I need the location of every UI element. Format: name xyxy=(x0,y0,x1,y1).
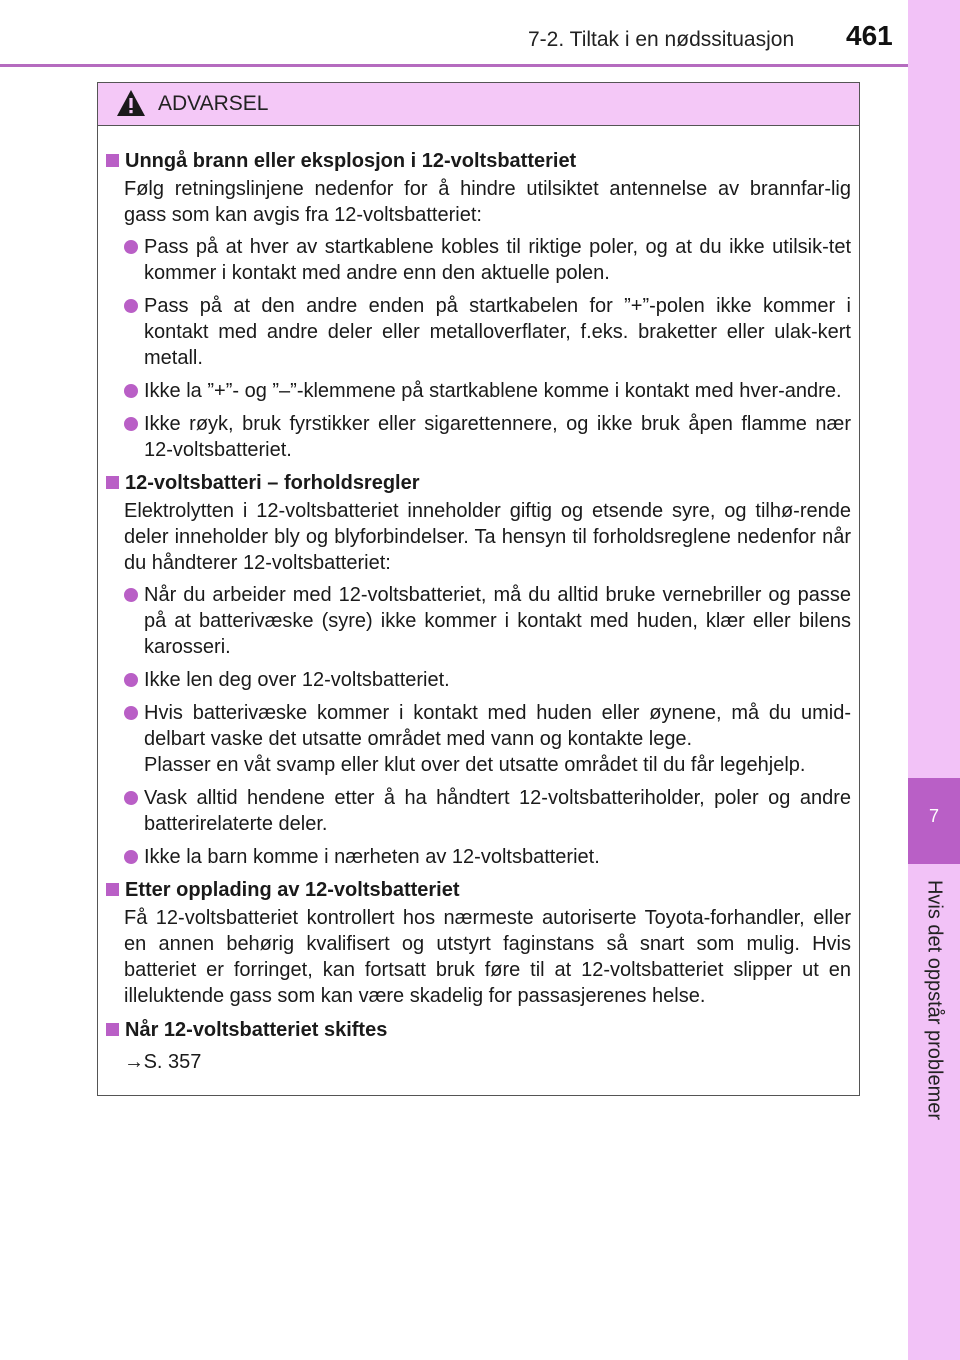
page-reference-link[interactable]: S. 357 xyxy=(143,1051,202,1073)
page-number: 461 xyxy=(846,20,893,51)
list-item: Ikke len deg over 12-voltsbatteriet. xyxy=(106,667,851,693)
list-item: Pass på at hver av startkablene kobles til riktige poler, og at du ikke utilsik-tet kommer i kontakt med andre enn den aktuelle polen. xyxy=(106,234,851,286)
header-divider xyxy=(0,64,908,67)
section-intro-precautions: Elektrolytten i 12-voltsbatteriet inneholder giftig og etsende syre, og tilhø-rende deler inneholder bly og blyforbindelser. Ta hensyn til forholdsreglene nedenfor når du håndterer 12-voltsbatteriet: xyxy=(124,500,851,574)
bullet-list-precautions xyxy=(106,582,851,870)
section-heading-replacing: Når 12-voltsbatteriet skiftes xyxy=(106,1017,851,1043)
list-item: Ikke la ”+”- og ”–”-klemmene på startkablene komme i kontakt med hver-andre. xyxy=(106,378,851,404)
list-item-extra-text: Plasser en våt svamp eller klut over det utsatte området til du får legehjelp. xyxy=(144,754,806,776)
section-intro-fire: Følg retningslinjene nedenfor for å hindre utilsiktet antennelse av brannfar-lig gass som kan avgis fra 12-voltsbatteriet: xyxy=(124,178,851,226)
warning-title: ADVARSEL xyxy=(158,92,269,115)
section-intro-after-charging: Få 12-voltsbatteriet kontrollert hos nærmeste autoriserte Toyota-forhandler, eller en annen behørig kvalifisert og utstyrt faginstans så snart som mulig. Hvis batteriet er forringet, kan fortsatt bruk føre til at 12-voltsbatteriet slipper ut en illeluktende gass som kan være skadelig for passasjerenes helse. xyxy=(124,907,851,1007)
arrow-right-icon: → xyxy=(124,1051,144,1073)
bullet-list-fire xyxy=(106,234,851,463)
chapter-side-tab xyxy=(908,0,960,1360)
list-item-text: Hvis batterivæske kommer i kontakt med huden eller øynene, må du umid-delbart vaske det utsatte området med vann og kontakte lege. xyxy=(144,702,851,750)
section-heading-after-charging: Etter opplading av 12-voltsbatteriet xyxy=(106,877,851,903)
warning-box xyxy=(97,82,860,1096)
list-item: Vask alltid hendene etter å ha håndtert 12-voltsbatteriholder, poler og andre batterirelaterte deler. xyxy=(106,785,851,837)
warning-body xyxy=(98,126,859,1075)
list-item: Ikke røyk, bruk fyrstikker eller sigarettennere, og ikke bruk åpen flamme nær 12-voltsbatteriet. xyxy=(106,411,851,463)
list-item: Pass på at den andre enden på startkabelen for ”+”-polen ikke kommer i kontakt med andre deler eller metalloverflater, f.eks. braketter eller ulak-kert metall. xyxy=(106,293,851,371)
chapter-number: 7 xyxy=(928,806,939,826)
warning-header xyxy=(98,83,859,126)
chapter-title: Hvis det oppstår problemer xyxy=(923,879,946,1121)
list-item: Når du arbeider med 12-voltsbatteriet, må du alltid bruke vernebriller og passe på at batterivæske (syre) ikke kommer i kontakt med huden, klær eller bilens karosseri. xyxy=(106,582,851,660)
list-item xyxy=(106,700,851,778)
warning-triangle-icon xyxy=(116,89,146,117)
section-heading-precautions: 12-voltsbatteri – forholdsregler xyxy=(106,470,851,496)
section-title: 7-2. Tiltak i en nødssituasjon xyxy=(528,28,795,51)
list-item: Ikke la barn komme i nærheten av 12-voltsbatteriet. xyxy=(106,844,851,870)
page-reference xyxy=(106,1049,851,1075)
section-heading-fire: Unngå brann eller eksplosjon i 12-voltsbatteriet xyxy=(106,148,851,174)
